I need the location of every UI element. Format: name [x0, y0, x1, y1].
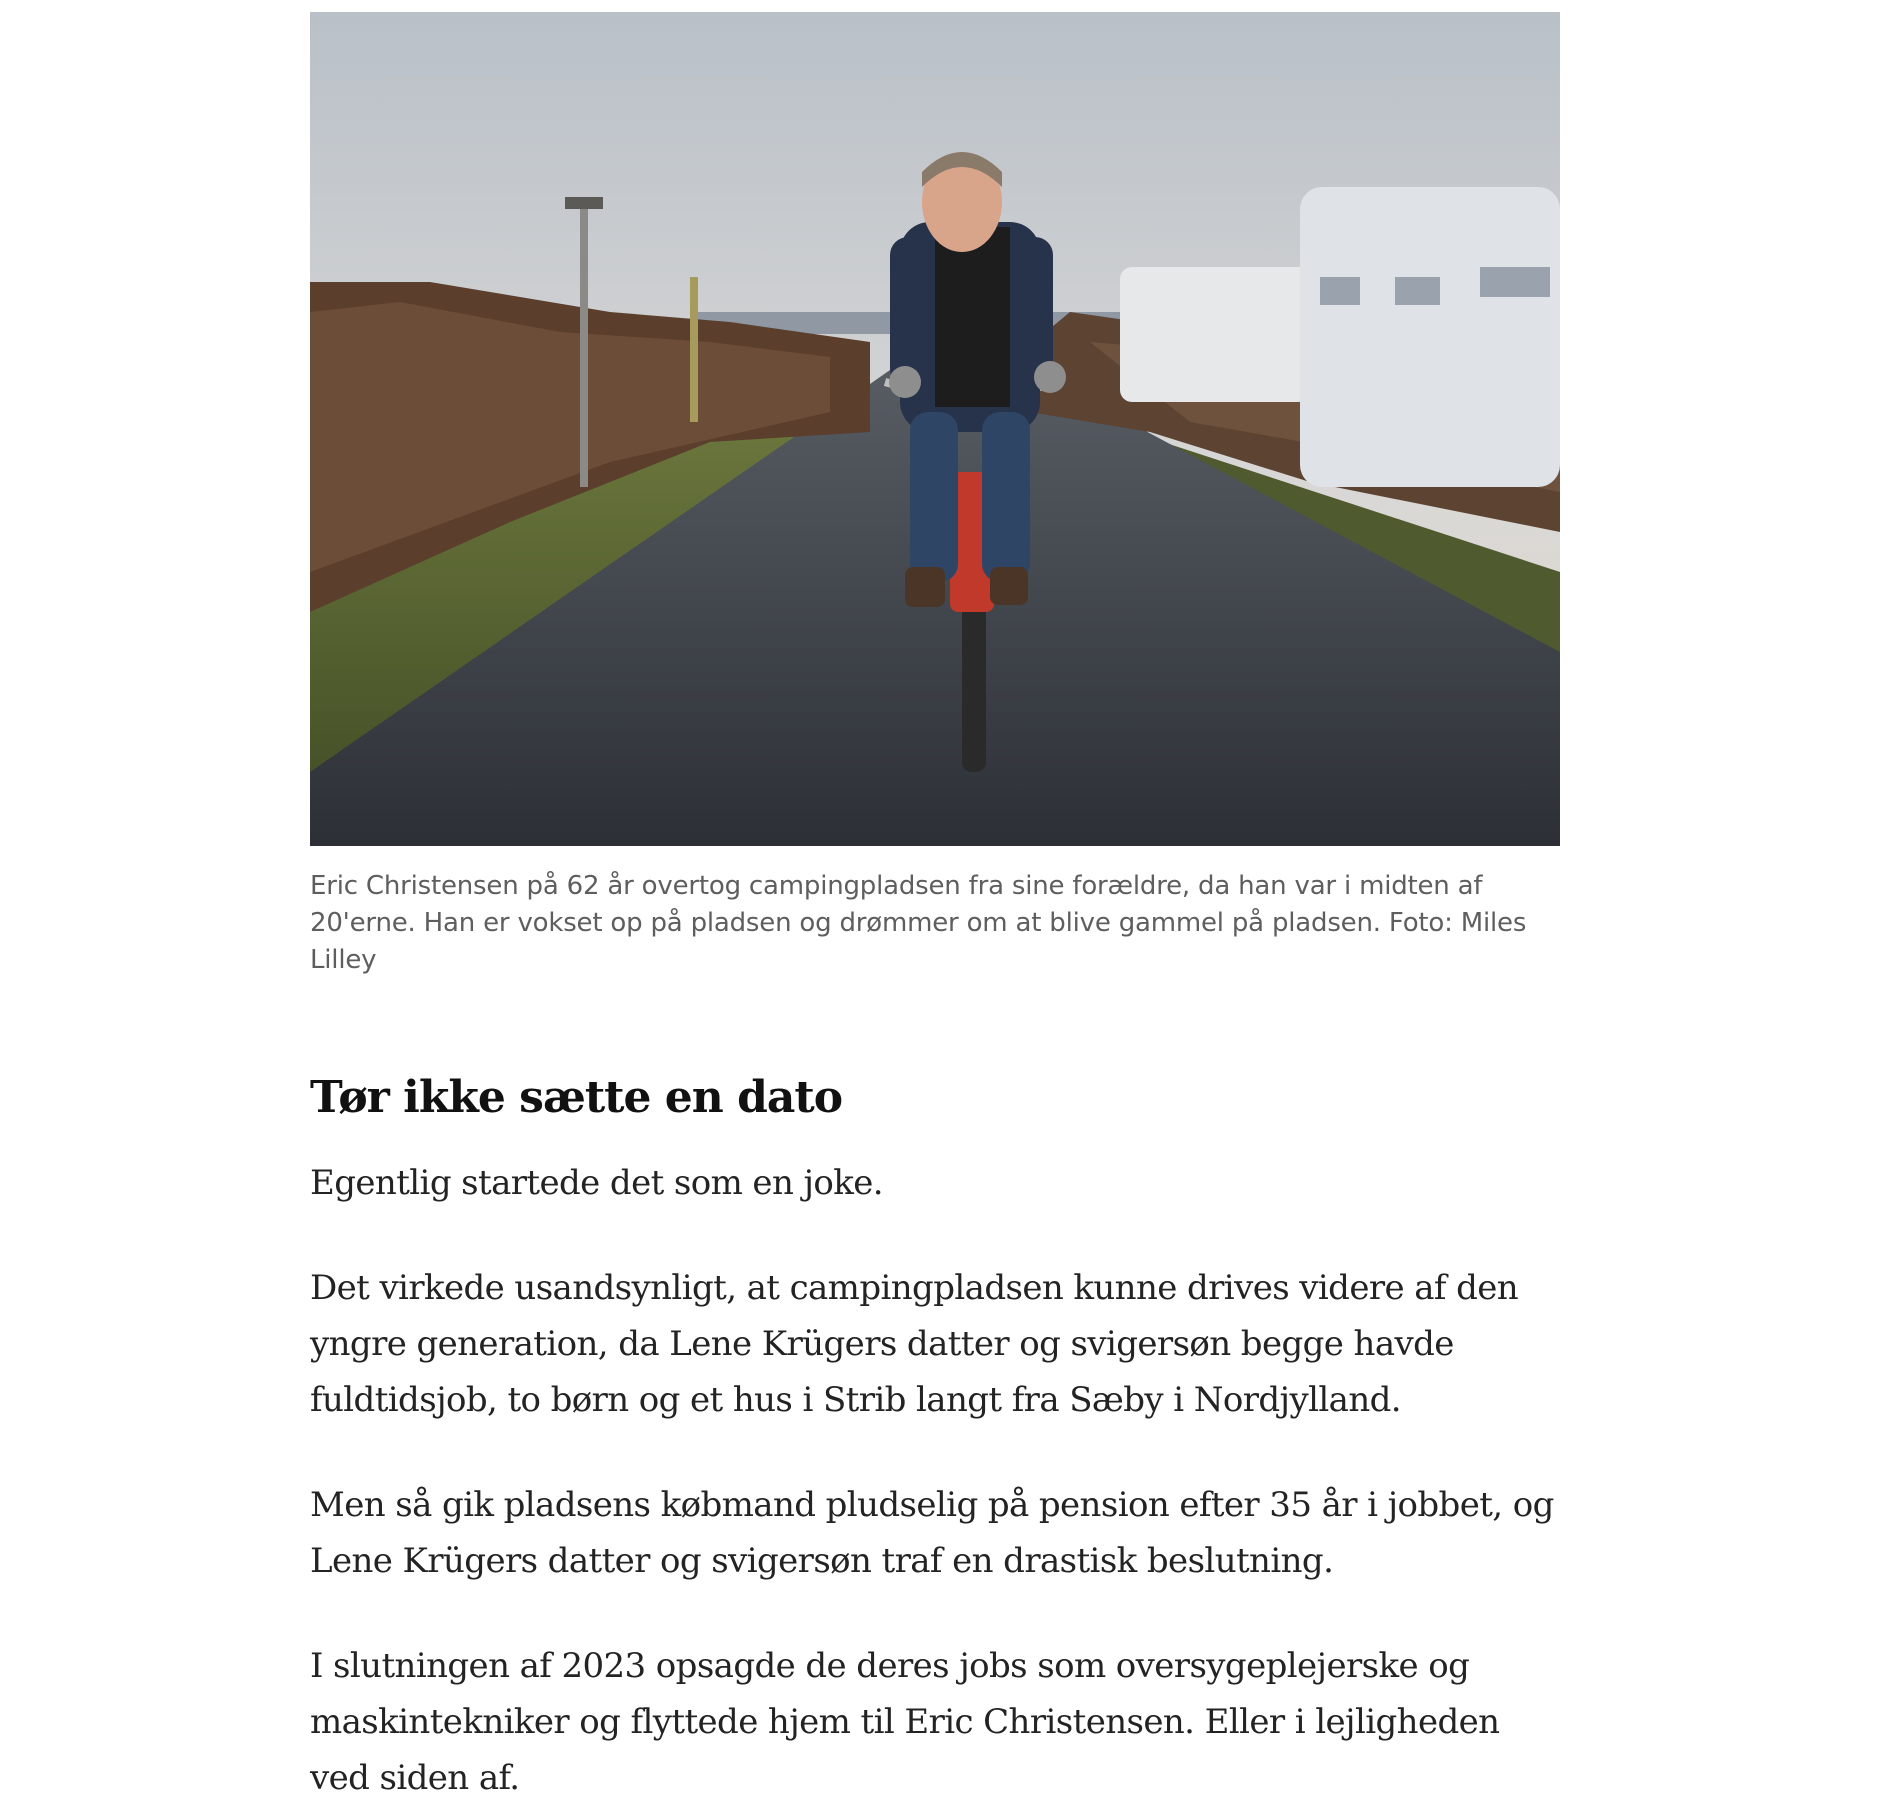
paragraph: I slutningen af 2023 opsagde de deres jobs som oversygeplejerske og maskintekniker og flyttede hjem til Eric Christensen. Eller i lejligheden ved siden af.	[310, 1646, 1500, 1798]
photo-caption: Eric Christensen på 62 år overtog campingpladsen fra sine forældre, da han var i midten af 20'erne. Han er vokset op på pladsen og drømmer om at blive gammel på pladsen. Foto: Miles Lilley	[310, 871, 1527, 975]
photo-man-cycling-icon[interactable]	[310, 12, 1560, 846]
paragraph: Men så gik pladsens købmand pludselig på pension efter 35 år i jobbet, og Lene Krügers datter og svigersøn traf en drastisk beslutning.	[310, 1485, 1554, 1581]
article-figure	[310, 12, 1560, 979]
paragraph: Egentlig startede det som en joke.	[310, 1163, 883, 1203]
article	[310, 12, 1560, 1806]
paragraph: Det virkede usandsynligt, at campingpladsen kunne drives videre af den yngre generation, da Lene Krügers datter og svigersøn begge havde fuldtidsjob, to børn og et hus i Strib langt fra Sæby i Nordjylland.	[310, 1268, 1519, 1420]
section-heading: Tør ikke sætte en dato	[310, 1072, 843, 1123]
